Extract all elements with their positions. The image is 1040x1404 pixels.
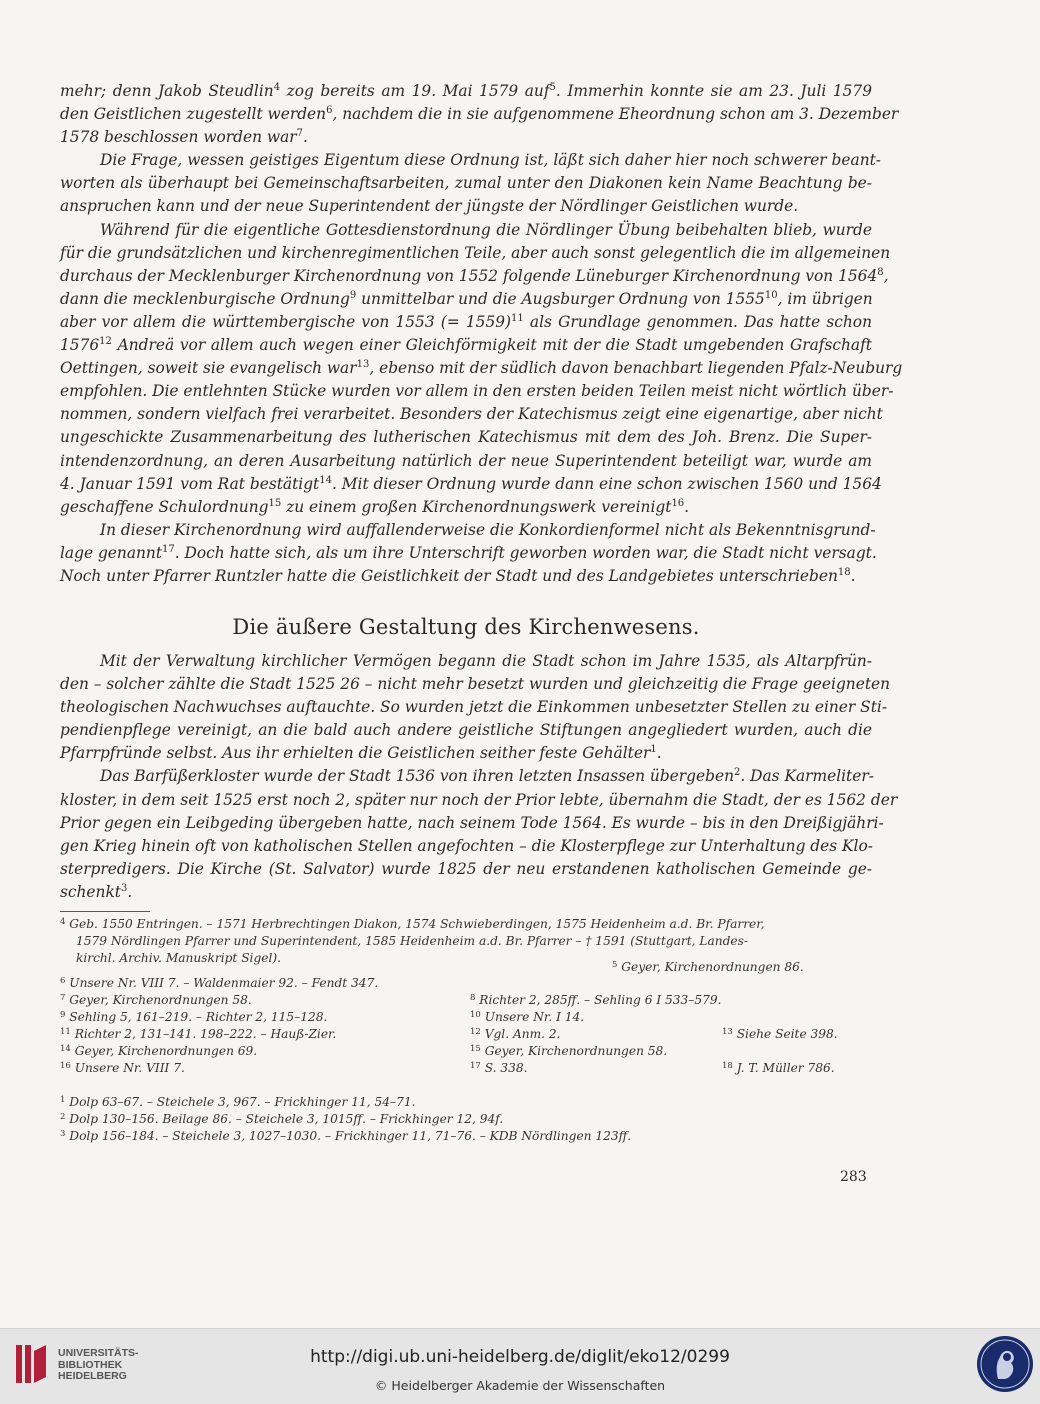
text-line: 1578 beschlossen worden war$^7$. (60, 128, 308, 147)
text-line: ungeschickte Zusammenarbeitung des lutherischen Katechismus mit dem des Joh. Brenz. Die Super- (60, 428, 872, 447)
footnote: $^{14}$ Geyer, Kirchenordnungen 69. (60, 1044, 258, 1058)
footer-bar (0, 1328, 1040, 1404)
text-line: kloster, in dem seit 1525 erst noch 2, später nur noch der Prior lebte, übernahm die Stadt, der es 1562 der (60, 790, 898, 809)
academy-seal-icon[interactable] (974, 1333, 1036, 1395)
footnote-divider (60, 911, 150, 912)
permalink[interactable]: http://digi.ub.uni-heidelberg.de/diglit/eko12/0299 (310, 1347, 730, 1367)
text-line: sterpredigers. Die Kirche (St. Salvator) wurde 1825 der neu erstandenen katholischen Gemeinde ge- (60, 859, 872, 878)
text-line: pendienpflege vereinigt, an die bald auch andere geistliche Stiftungen angegliedert wurden, auch die (60, 721, 872, 740)
text-line: Prior gegen ein Leibgeding übergeben hatte, nach seinem Tode 1564. Es wurde – bis in den Dreißigjähri- (60, 813, 884, 832)
footnote: 1579 Nördlingen Pfarrer und Superintendent, 1585 Heidenheim a.d. Br. Pfarrer – † 1591 (Stuttgart, Landes- (76, 934, 748, 948)
copyright-notice: © Heidelberger Akademie der Wissenschaften (374, 1378, 666, 1393)
footnote: $^5$ Geyer, Kirchenordnungen 86. (612, 960, 804, 974)
text-line: 1576$^{12}$ Andreä vor allem auch wegen einer Gleichförmigkeit mit der die Stadt umgebenden Grafschaft (60, 336, 872, 355)
text-line: schenkt$^3$. (60, 882, 133, 901)
footnote: $^9$ Sehling 5, 161–219. – Richter 2, 115–128. (60, 1010, 328, 1024)
footnote: $^1$ Dolp 63–67. – Steichele 3, 967. – Frickhinger 11, 54–71. (60, 1095, 416, 1109)
text-line: anspruchen kann und der neue Superintendent der jüngste der Nördlinger Geistlichen wurde. (60, 197, 799, 216)
footnote: $^8$ Richter 2, 285ff. – Sehling 6 I 533–579. (470, 993, 722, 1007)
footnote: $^{17}$ S. 338. (470, 1061, 528, 1075)
text-line: nommen, sondern vielfach frei verarbeitet. Besonders der Katechismus zeigt eine eigenartige, aber nicht (60, 405, 883, 424)
text-line: den – solcher zählte die Stadt 1525 26 – nicht mehr besetzt wurden und gleichzeitig die Frage geeigneten (60, 675, 891, 694)
text-line: geschaffene Schulordnung$^{15}$ zu einem großen Kirchenordnungswerk vereinigt$^{16}$. (60, 497, 690, 516)
footnote: $^{11}$ Richter 2, 131–141. 198–222. – Hauß-Zier. (60, 1027, 337, 1041)
text-line: theologischen Nachwuchses auftauchte. So wurden jetzt die Einkommen unbesetzter Stellen zu einer Sti- (60, 698, 888, 717)
footnote: $^{13}$ Siehe Seite 398. (722, 1027, 838, 1041)
footnote: $^{15}$ Geyer, Kirchenordnungen 58. (470, 1044, 668, 1058)
text-line: In dieser Kirchenordnung wird auffallenderweise die Konkordienformel nicht als Bekenntnisgrund- (100, 520, 876, 539)
footnote: $^6$ Unsere Nr. VIII 7. – Waldenmaier 92. – Fendt 347. (60, 976, 379, 990)
footnote: $^3$ Dolp 156–184. – Steichele 3, 1027–1030. – Frickhinger 11, 71–76. – KDB Nördlingen 123ff. (60, 1129, 632, 1143)
text-line: durchaus der Mecklenburger Kirchenordnung von 1552 folgende Lüneburger Kirchenordnung von 1564$^8$, (60, 266, 889, 285)
footnote: $^4$ Geb. 1550 Entringen. – 1571 Herbrechtingen Diakon, 1574 Schwieberdingen, 1575 Heidenheim a.d. Br. Pfarrer, (60, 917, 765, 931)
section-text (60, 650, 898, 904)
section-heading: Die äußere Gestaltung des Kirchenwesens. (232, 615, 700, 639)
footnote: $^{18}$ J. T. Müller 786. (722, 1061, 835, 1075)
footnote: kirchl. Archiv. Manuskript Sigel). (76, 951, 281, 965)
text-line: Das Barfüßerkloster wurde der Stadt 1536 von ihren letzten Insassen übergeben$^2$. Das Karmeliter- (100, 767, 874, 786)
text-line: 4. Januar 1591 vom Rat bestätigt$^{14}$. Mit dieser Ordnung wurde dann eine schon zwischen 1560 und 1564 (60, 474, 882, 493)
footnote: $^{16}$ Unsere Nr. VIII 7. (60, 1061, 185, 1075)
text-line: Die Frage, wessen geistiges Eigentum diese Ordnung ist, läßt sich daher hier noch schwerer beant- (100, 151, 881, 170)
text-line: empfohlen. Die entlehnten Stücke wurden vor allem in den ersten beiden Teilen meist nicht wörtlich über- (60, 382, 894, 401)
logo-line: BIBLIOTHEK (58, 1358, 123, 1371)
logo-line: HEIDELBERG (58, 1370, 127, 1382)
main-text (60, 80, 903, 588)
text-line: Oettingen, soweit sie evangelisch war$^{13}$, ebenso mit der südlich davon benachbart liegenden Pfalz-Neuburg (60, 359, 903, 378)
text-line: aber vor allem die württembergische von 1553 (= 1559)$^{11}$ als Grundlage genommen. Das hatte schon (60, 312, 872, 331)
footnote: $^7$ Geyer, Kirchenordnungen 58. (60, 993, 252, 1007)
logo-line: UNIVERSITÄTS- (58, 1347, 139, 1359)
text-line: den Geistlichen zugestellt werden$^6$, nachdem die in sie aufgenommene Eheordnung schon am 3. Dezember (60, 105, 899, 124)
text-line: gen Krieg hinein oft von katholischen Stellen angefochten – die Klosterpflege zur Unterhaltung des Klo- (60, 836, 873, 855)
text-line: dann die mecklenburgische Ordnung$^9$ unmittelbar und die Augsburger Ordnung von 1555$^{10}$, im übrigen (60, 289, 873, 308)
page-number: 283 (840, 1169, 867, 1185)
footnote: $^2$ Dolp 130–156. Beilage 86. – Steichele 3, 1015ff. – Frickhinger 12, 94f. (60, 1112, 504, 1126)
footnote: $^{12}$ Vgl. Anm. 2. (470, 1027, 561, 1041)
footnote: $^{10}$ Unsere Nr. I 14. (470, 1010, 585, 1024)
text-line: Pfarrpfründe selbst. Aus ihr erhielten die Geistlichen seither feste Gehälter$^1$. (60, 744, 662, 763)
text-line: worten als überhaupt bei Gemeinschaftsarbeiten, zumal unter den Diakonen kein Name Beachtung be- (60, 174, 872, 193)
text-line: für die grundsätzlichen und kirchenregimentlichen Teile, aber auch sonst gelegentlich die im allgemeinen (60, 243, 891, 262)
text-line: mehr; denn Jakob Steudlin$^4$ zog bereits am 19. Mai 1579 auf$^5$. Immerhin konnte sie am 23. Juli 1579 (60, 82, 872, 100)
text-line: lage genannt$^{17}$. Doch hatte sich, als um ihre Unterschrift geworben worden war, die Stadt nicht versagt. (60, 543, 877, 562)
text-line: intendenzordnung, an deren Ausarbeitung natürlich der neue Superintendent beteiligt war, wurde am (60, 451, 872, 470)
text-line: Während für die eigentliche Gottesdienstordnung die Nördlinger Übung beibehalten blieb, wurde (100, 220, 872, 239)
text-line: Mit der Verwaltung kirchlicher Vermögen begann die Stadt schon im Jahre 1535, als Altarpfrün- (100, 652, 872, 670)
text-line: Noch unter Pfarrer Runtzler hatte die Geistlichkeit der Stadt und des Landgebietes unterschrieben$^{18}$. (60, 566, 856, 585)
